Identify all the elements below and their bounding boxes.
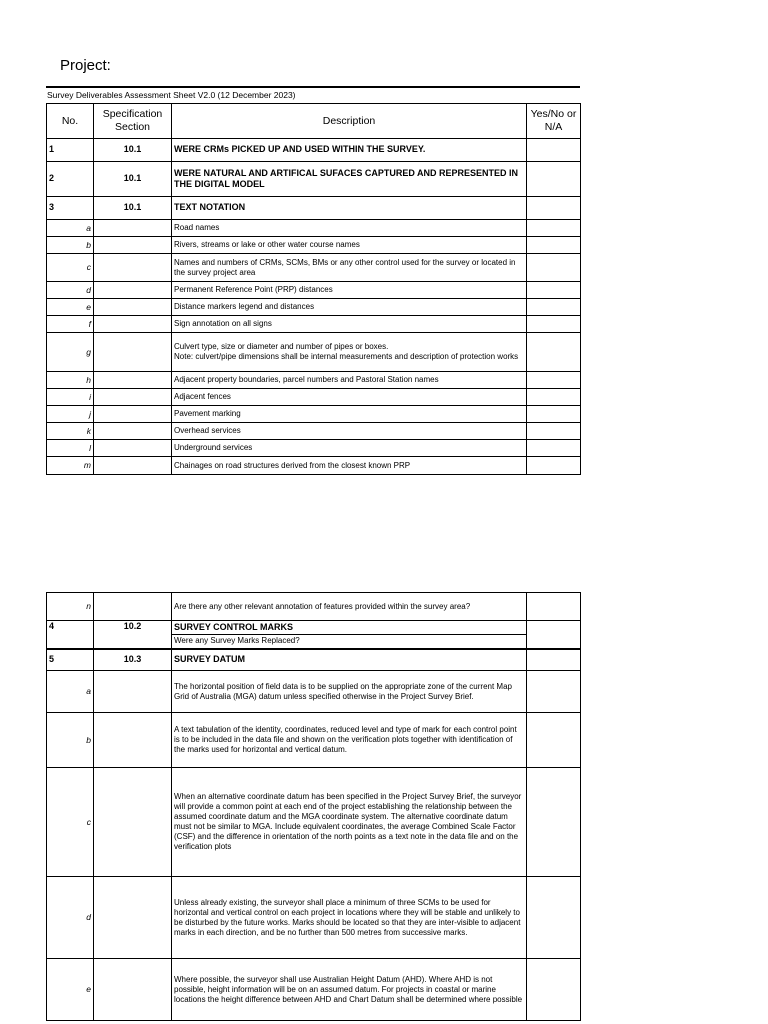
spec-section bbox=[94, 254, 172, 282]
spec-section bbox=[94, 768, 172, 877]
spec-section bbox=[94, 593, 172, 621]
header-no: No. bbox=[47, 104, 94, 139]
row-description: Culvert type, size or diameter and number of pipes or boxes. Note: culvert/pipe dimensions shall be internal measurements and description of protection works bbox=[172, 333, 527, 372]
sub-item-letter: l bbox=[47, 440, 94, 457]
row-description: When an alternative coordinate datum has been specified in the Project Survey Brief, the surveyor will provide a common point at each end of the project establishing the relationship between the assumed coordinate datum and the MGA coordinate system. The alternative coordinate datum must not be similar to MGA. Include equivalent coordinates, the average Combined Scale Factor (CSF) and the difference in orientation of the north points as a text note in the data file and on the verification plots bbox=[172, 768, 527, 877]
row-number: 1 bbox=[47, 139, 94, 162]
row-description: Adjacent fences bbox=[172, 389, 527, 406]
spec-section bbox=[94, 440, 172, 457]
row-number: 2 bbox=[47, 162, 94, 197]
row-description: WERE CRMs PICKED UP AND USED WITHIN THE SURVEY. bbox=[172, 139, 527, 162]
spec-section bbox=[94, 220, 172, 237]
spec-section: 10.1 bbox=[94, 139, 172, 162]
row-description: Distance markers legend and distances bbox=[172, 299, 527, 316]
table-row bbox=[47, 713, 581, 768]
spec-section bbox=[94, 423, 172, 440]
row-number: 4 bbox=[47, 621, 94, 649]
sheet-title: Survey Deliverables Assessment Sheet V2.0 (12 December 2023) bbox=[46, 86, 580, 102]
table-row bbox=[47, 406, 581, 423]
row-description: Chainages on road structures derived from the closest known PRP bbox=[172, 457, 527, 475]
answer-cell[interactable] bbox=[527, 877, 581, 959]
spec-section bbox=[94, 237, 172, 254]
table-row bbox=[47, 768, 581, 877]
table-row bbox=[47, 316, 581, 333]
spec-section bbox=[94, 372, 172, 389]
header-spec-section: Specification Section bbox=[94, 104, 172, 139]
table-row bbox=[47, 139, 581, 162]
answer-cell[interactable] bbox=[527, 372, 581, 389]
spec-section bbox=[94, 877, 172, 959]
row-description: WERE NATURAL AND ARTIFICAL SUFACES CAPTURED AND REPRESENTED IN THE DIGITAL MODEL bbox=[172, 162, 527, 197]
row-description: SURVEY DATUM bbox=[172, 649, 527, 671]
answer-cell[interactable] bbox=[527, 316, 581, 333]
sub-item-letter: e bbox=[47, 959, 94, 1021]
row-number: 3 bbox=[47, 197, 94, 220]
row-description: The horizontal position of field data is to be supplied on the appropriate zone of the current Map Grid of Australia (MGA) datum unless specified otherwise in the Project Survey Brief. bbox=[172, 671, 527, 713]
spec-section: 10.2 bbox=[94, 621, 172, 649]
answer-cell[interactable] bbox=[527, 406, 581, 423]
spec-section bbox=[94, 299, 172, 316]
answer-cell[interactable] bbox=[527, 299, 581, 316]
table-row bbox=[47, 649, 581, 671]
table-row bbox=[47, 457, 581, 475]
row-description: Are there any other relevant annotation of features provided within the survey area? bbox=[172, 593, 527, 621]
answer-cell[interactable] bbox=[527, 621, 581, 649]
row-description: Overhead services bbox=[172, 423, 527, 440]
answer-cell[interactable] bbox=[527, 593, 581, 621]
sub-item-letter: c bbox=[47, 768, 94, 877]
spec-section: 10.1 bbox=[94, 197, 172, 220]
table-row bbox=[47, 220, 581, 237]
answer-cell[interactable] bbox=[527, 333, 581, 372]
table-row bbox=[47, 593, 581, 621]
row-description: Were any Survey Marks Replaced? bbox=[172, 635, 527, 649]
sub-item-letter: g bbox=[47, 333, 94, 372]
row-description: TEXT NOTATION bbox=[172, 197, 527, 220]
row-description: SURVEY CONTROL MARKS bbox=[172, 621, 527, 635]
spec-section bbox=[94, 713, 172, 768]
row-description: Road names bbox=[172, 220, 527, 237]
sub-item-letter: b bbox=[47, 237, 94, 254]
table-row bbox=[47, 877, 581, 959]
answer-cell[interactable] bbox=[527, 423, 581, 440]
table-row bbox=[47, 197, 581, 220]
spec-section bbox=[94, 671, 172, 713]
sub-item-letter: d bbox=[47, 282, 94, 299]
table-row bbox=[47, 162, 581, 197]
spec-section bbox=[94, 333, 172, 372]
spec-section bbox=[94, 457, 172, 475]
sub-item-letter: e bbox=[47, 299, 94, 316]
sub-item-letter: f bbox=[47, 316, 94, 333]
table-row bbox=[47, 423, 581, 440]
sub-item-letter: n bbox=[47, 593, 94, 621]
header-row bbox=[47, 104, 581, 139]
assessment-table-1 bbox=[46, 103, 581, 475]
answer-cell[interactable] bbox=[527, 768, 581, 877]
sub-item-letter: h bbox=[47, 372, 94, 389]
sub-item-letter: b bbox=[47, 713, 94, 768]
table-row bbox=[47, 333, 581, 372]
answer-cell[interactable] bbox=[527, 237, 581, 254]
row-description: Where possible, the surveyor shall use Australian Height Datum (AHD). Where AHD is not possible, height information will be on an assumed datum. For projects in coastal or marine locations the height difference between AHD and Chart Datum shall be determined where possible bbox=[172, 959, 527, 1021]
answer-cell[interactable] bbox=[527, 254, 581, 282]
project-label: Project: bbox=[60, 57, 111, 74]
spec-section bbox=[94, 282, 172, 299]
assessment-table-2 bbox=[46, 592, 581, 1021]
table-row bbox=[47, 299, 581, 316]
row-description: A text tabulation of the identity, coordinates, reduced level and type of mark for each control point is to be included in the data file and shown on the verification plots together with identification of the marks used for horizontal and vertical datum. bbox=[172, 713, 527, 768]
table-row bbox=[47, 372, 581, 389]
answer-cell[interactable] bbox=[527, 197, 581, 220]
answer-cell[interactable] bbox=[527, 440, 581, 457]
row-description: Names and numbers of CRMs, SCMs, BMs or any other control used for the survey or located in the survey project area bbox=[172, 254, 527, 282]
sub-item-letter: j bbox=[47, 406, 94, 423]
table-row bbox=[47, 282, 581, 299]
spec-section: 10.3 bbox=[94, 649, 172, 671]
row-description: Adjacent property boundaries, parcel numbers and Pastoral Station names bbox=[172, 372, 527, 389]
answer-cell[interactable] bbox=[527, 457, 581, 475]
row-description: Sign annotation on all signs bbox=[172, 316, 527, 333]
row-description: Unless already existing, the surveyor shall place a minimum of three SCMs to be used for horizontal and vertical control on each project in locations where they will be stable and unlikely to be disturbed by the future works. Marks should be located so that they are inter-visible to adjacent marks in each direction, and be no further than 500 metres from successive marks. bbox=[172, 877, 527, 959]
answer-cell[interactable] bbox=[527, 282, 581, 299]
answer-cell[interactable] bbox=[527, 959, 581, 1021]
row-description: Pavement marking bbox=[172, 406, 527, 423]
row-description: Permanent Reference Point (PRP) distances bbox=[172, 282, 527, 299]
row-description: Underground services bbox=[172, 440, 527, 457]
table-row bbox=[47, 959, 581, 1021]
answer-cell[interactable] bbox=[527, 649, 581, 671]
spec-section bbox=[94, 316, 172, 333]
sub-item-letter: k bbox=[47, 423, 94, 440]
table-row bbox=[47, 440, 581, 457]
table-row bbox=[47, 237, 581, 254]
row-number: 5 bbox=[47, 649, 94, 671]
spec-section bbox=[94, 389, 172, 406]
table-row bbox=[47, 671, 581, 713]
sub-item-letter: i bbox=[47, 389, 94, 406]
answer-cell[interactable] bbox=[527, 139, 581, 162]
table-row bbox=[47, 389, 581, 406]
table-row bbox=[47, 254, 581, 282]
table-row bbox=[47, 621, 581, 635]
sub-item-letter: c bbox=[47, 254, 94, 282]
sub-item-letter: a bbox=[47, 220, 94, 237]
answer-cell[interactable] bbox=[527, 389, 581, 406]
spec-section bbox=[94, 959, 172, 1021]
row-description: Rivers, streams or lake or other water course names bbox=[172, 237, 527, 254]
answer-cell[interactable] bbox=[527, 220, 581, 237]
spec-section bbox=[94, 406, 172, 423]
header-yes-no-na: Yes/No or N/A bbox=[527, 104, 581, 139]
sub-item-letter: m bbox=[47, 457, 94, 475]
sub-item-letter: d bbox=[47, 877, 94, 959]
answer-cell[interactable] bbox=[527, 713, 581, 768]
spec-section: 10.1 bbox=[94, 162, 172, 197]
sub-item-letter: a bbox=[47, 671, 94, 713]
answer-cell[interactable] bbox=[527, 162, 581, 197]
answer-cell[interactable] bbox=[527, 671, 581, 713]
header-description: Description bbox=[172, 104, 527, 139]
